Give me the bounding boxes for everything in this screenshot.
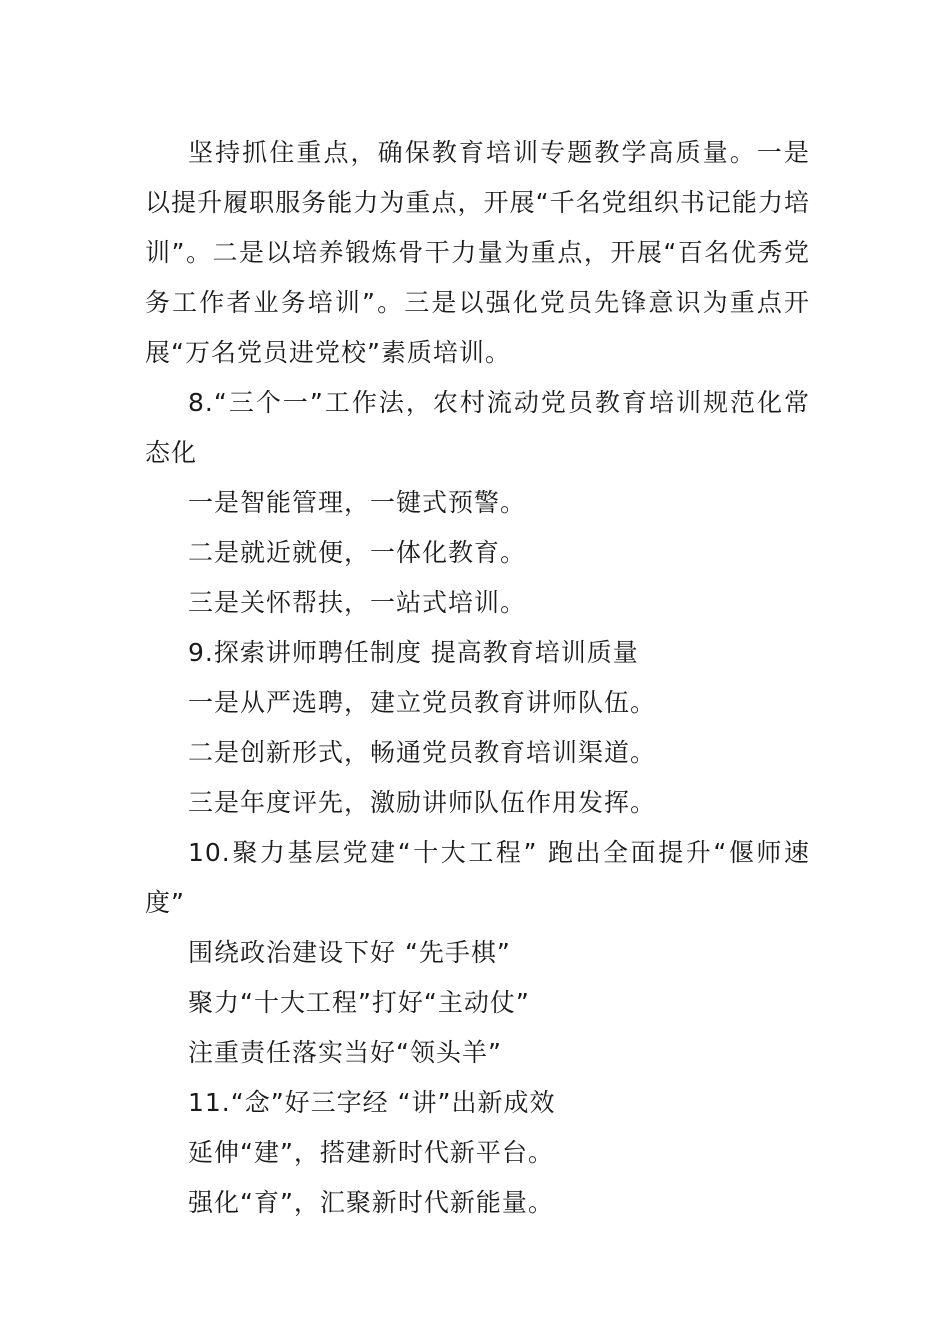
list-item: 一是智能管理，一键式预警。: [188, 488, 527, 517]
heading-item-11: 11.“念”好三字经 “讲”出新成效: [188, 1088, 556, 1117]
list-item: 三是关怀帮扶，一站式培训。: [188, 588, 527, 617]
list-item: 一是从严选聘，建立党员教育讲师队伍。: [188, 688, 657, 717]
paragraph-focus-training: 坚持抓住重点，确保教育培训专题教学高质量。一是以提升履职服务能力为重点，开展“千名党组织书记能力培训”。二是以培养锻炼骨干力量为重点，开展“百名优秀党务工作者业务培训”。三是以强化党员先锋意识为重点开展“万名党员进党校”素质培训。: [145, 138, 810, 367]
list-item: 围绕政治建设下好 “先手棋”: [188, 938, 511, 967]
heading-item-9: 9.探索讲师聘任制度 提高教育培训质量: [188, 638, 639, 667]
heading-item-8: 8.“三个一”工作法，农村流动党员教育培训规范化常态化: [145, 388, 810, 467]
list-item: 聚力“十大工程”打好“主动仗”: [188, 988, 530, 1017]
list-item: 二是就近就便，一体化教育。: [188, 538, 527, 567]
list-item: 二是创新形式，畅通党员教育培训渠道。: [188, 738, 657, 767]
document-body: [145, 128, 810, 1228]
list-item: 延伸“建”，搭建新时代新平台。: [188, 1138, 554, 1167]
list-item: 注重责任落实当好“领头羊”: [188, 1038, 502, 1067]
heading-item-10: 10.聚力基层党建“十大工程” 跑出全面提升“偃师速度”: [145, 838, 810, 917]
list-item: 强化“育”，汇聚新时代新能量。: [188, 1188, 554, 1217]
list-item: 三是年度评先，激励讲师队伍作用发挥。: [188, 788, 657, 817]
